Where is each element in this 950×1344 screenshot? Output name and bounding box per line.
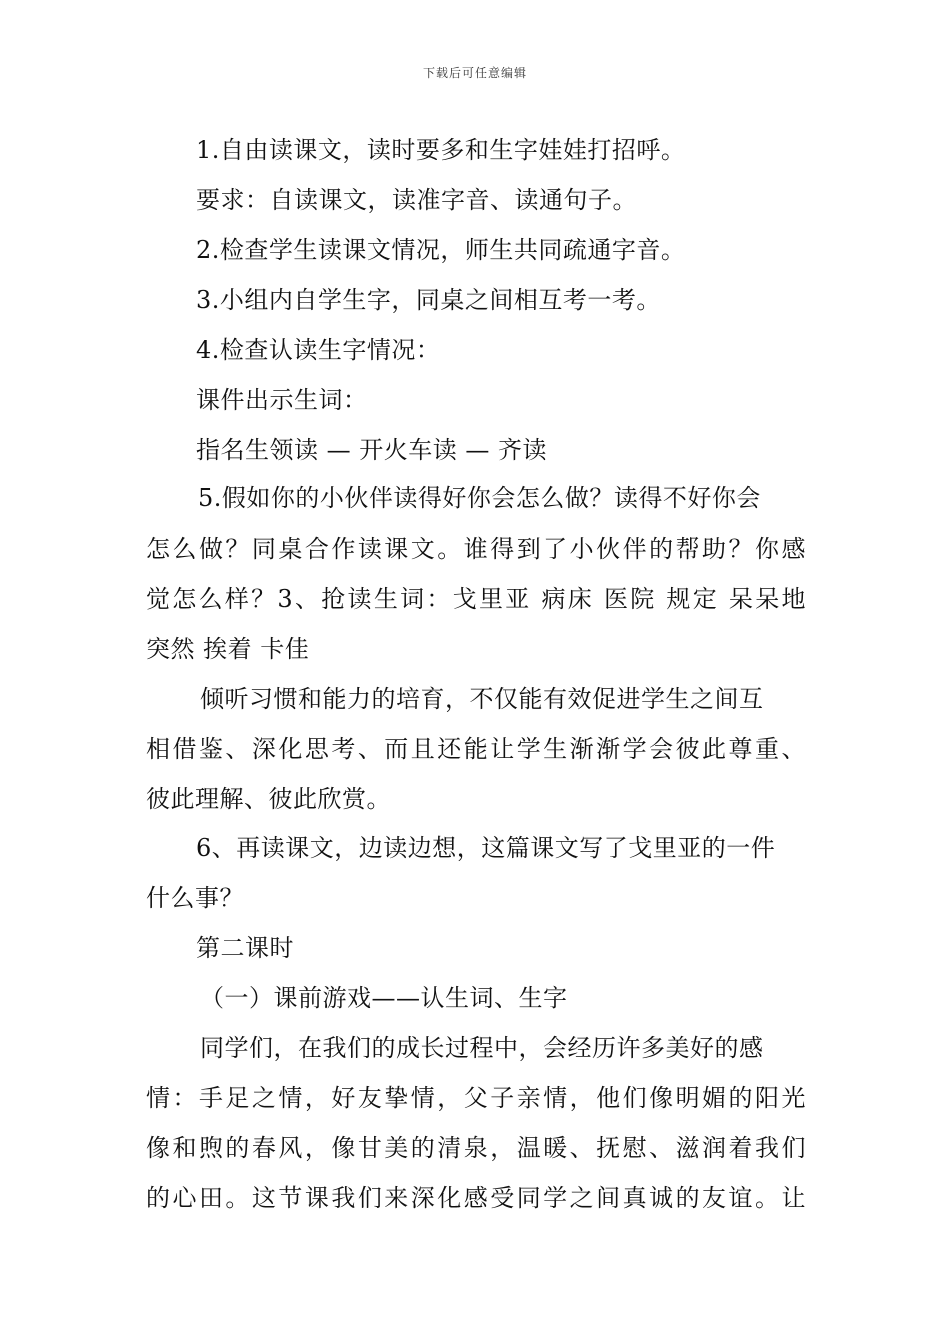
text-line: 怎么做？同桌合作读课文。谁得到了小伙伴的帮助？你感 xyxy=(146,535,806,563)
text-line: 突然 挨着 卡佳 xyxy=(146,635,310,663)
text-line: 6、再读课文，边读边想，这篇课文写了戈里亚的一件 xyxy=(196,834,776,862)
text-line: 3.小组内自学生字，同桌之间相互考一考。 xyxy=(196,286,661,314)
text-line: 彼此理解、彼此欣赏。 xyxy=(146,785,391,813)
text-line: 情：手足之情，好友挚情，父子亲情，他们像明媚的阳光 xyxy=(146,1084,806,1112)
page-header-note: 下载后可任意编辑 xyxy=(422,66,527,80)
text-line: 相借鉴、深化思考、而且还能让学生渐渐学会彼此尊重、 xyxy=(146,735,806,763)
section-heading: 第二课时 xyxy=(196,934,294,962)
text-line: 4.检查认读生字情况： xyxy=(196,336,441,364)
text-line: 倾听习惯和能力的培育，不仅能有效促进学生之间互 xyxy=(200,685,764,713)
text-line: 课件出示生词： xyxy=(196,386,368,414)
text-line: 要求：自读课文，读准字音、读通句子。 xyxy=(196,186,637,214)
text-line: 5.假如你的小伙伴读得好你会怎么做？读得不好你会 xyxy=(198,484,761,512)
subsection-heading: （一）课前游戏——认生词、生字 xyxy=(200,984,568,1012)
text-line: 指名生领读 — 开火车读 — 齐读 xyxy=(196,436,548,464)
text-line: 的心田。这节课我们来深化感受同学之间真诚的友谊。让 xyxy=(146,1184,806,1212)
text-line: 同学们，在我们的成长过程中，会经历许多美好的感 xyxy=(200,1034,764,1062)
text-line: 2.检查学生读课文情况，师生共同疏通字音。 xyxy=(196,236,686,264)
text-line: 1.自由读课文，读时要多和生字娃娃打招呼。 xyxy=(196,136,686,164)
text-line: 什么事？ xyxy=(146,884,244,912)
text-line: 觉怎么样？3、抢读生词：戈里亚 病床 医院 规定 呆呆地 xyxy=(146,585,806,613)
text-line: 像和煦的春风，像甘美的清泉，温暖、抚慰、滋润着我们 xyxy=(146,1134,806,1162)
